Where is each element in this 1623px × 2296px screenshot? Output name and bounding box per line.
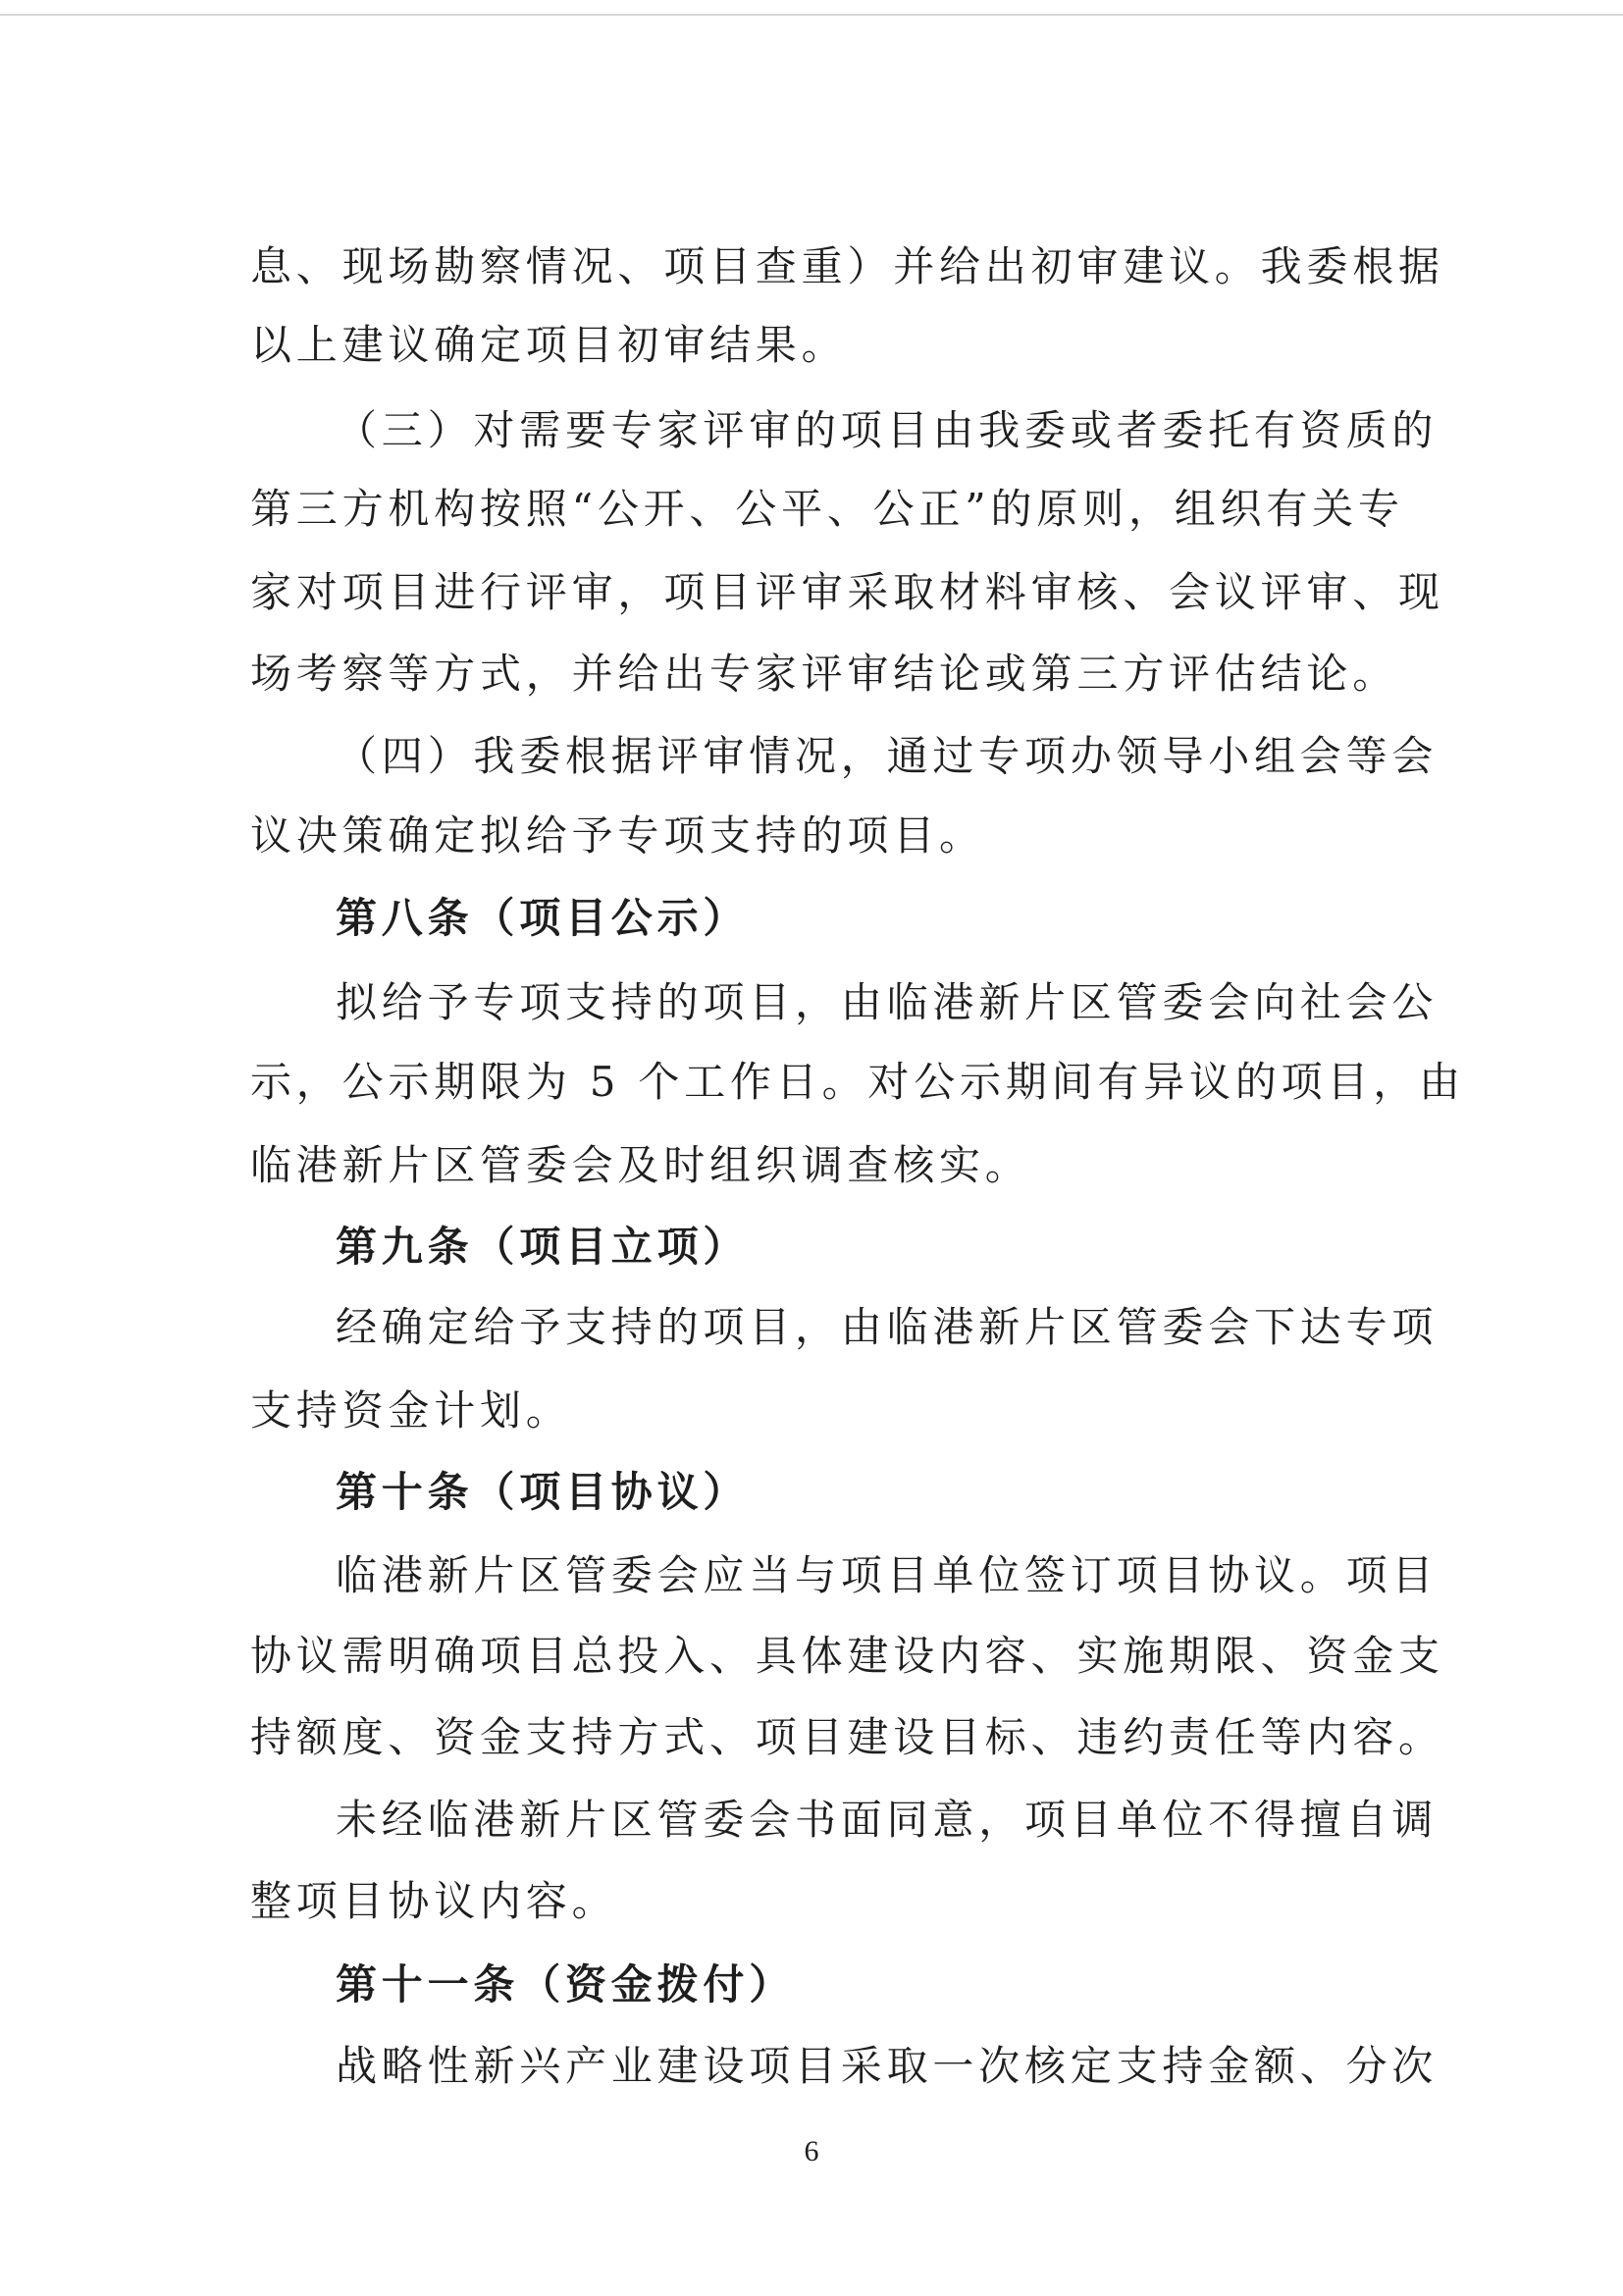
body-line: 第三方机构按照“公开、公平、公正”的原则，组织有关专 — [250, 485, 1404, 533]
body-line: 整项目协议内容。 — [250, 1877, 618, 1925]
body-line: 场考察等方式，并给出专家评审结论或第三方评估结论。 — [250, 650, 1399, 698]
body-line: 临港新片区管委会及时组织调查核实。 — [250, 1141, 1031, 1189]
paragraph-four-line: （四）我委根据评审情况，通过专项办领导小组会等会 — [336, 732, 1439, 780]
body-line: 示，公示期限为 5 个工作日。对公示期间有异议的项目，由 — [250, 1058, 1465, 1106]
body-line: 战略性新兴产业建设项目采取一次核定支持金额、分次 — [336, 2042, 1439, 2090]
body-line: 拟给予专项支持的项目，由临港新片区管委会向社会公 — [336, 978, 1439, 1026]
paragraph-three-line: （三）对需要专家评审的项目由我委或者委托有资质的 — [336, 406, 1439, 454]
article-10-heading: 第十条（项目协议） — [336, 1468, 750, 1516]
article-8-heading: 第八条（项目公示） — [336, 894, 750, 942]
article-9-heading: 第九条（项目立项） — [336, 1223, 750, 1271]
body-line: 支持资金计划。 — [250, 1386, 572, 1435]
body-line: 临港新片区管委会应当与项目单位签订项目协议。项目 — [336, 1551, 1439, 1599]
article-11-heading: 第十一条（资金拨付） — [336, 1960, 796, 2009]
body-line: 经确定给予支持的项目，由临港新片区管委会下达专项 — [336, 1303, 1439, 1351]
body-line: 未经临港新片区管委会书面同意，项目单位不得擅自调 — [336, 1796, 1439, 1844]
body-line: 协议需明确项目总投入、具体建设内容、实施期限、资金支 — [250, 1632, 1444, 1680]
body-line: 持额度、资金支持方式、项目建设目标、违约责任等内容。 — [250, 1713, 1444, 1761]
body-line: 息、现场勘察情况、项目查重）并给出初审建议。我委根据 — [250, 242, 1444, 290]
scan-edge — [0, 14, 1623, 16]
body-line: 以上建议确定项目初审结果。 — [250, 321, 848, 369]
page-number: 6 — [804, 2135, 819, 2167]
body-line: 家对项目进行评审，项目评审采取材料审核、会议评审、现 — [250, 568, 1444, 616]
body-line: 议决策确定拟给予专项支持的项目。 — [250, 811, 985, 860]
